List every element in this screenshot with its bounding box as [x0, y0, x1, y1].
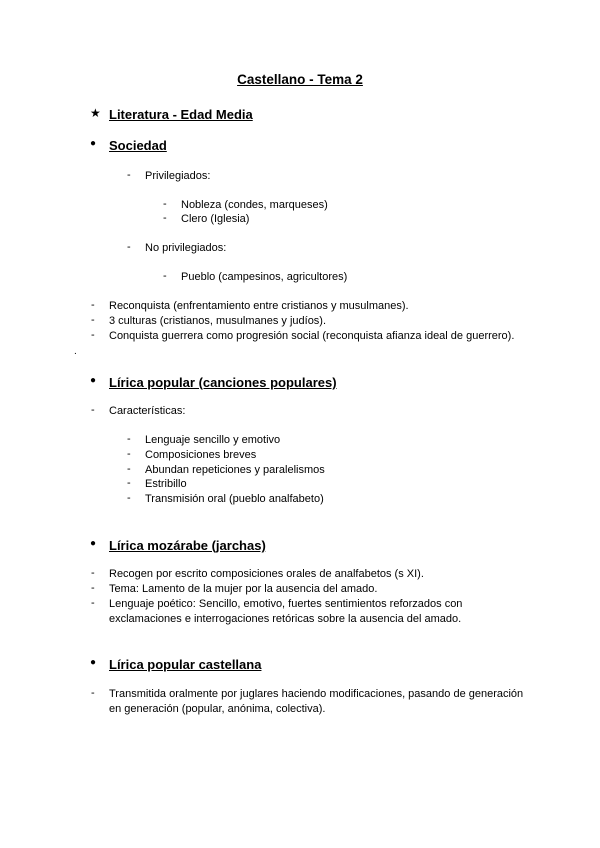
heading-sociedad: Sociedad: [109, 138, 167, 153]
star-bullet-icon: ★: [90, 106, 101, 120]
list-item: Reconquista (enfrentamiento entre cristianos y musulmanes).: [109, 300, 409, 312]
list-item: Transmitida oralmente por juglares haciendo modificaciones, pasando de generación: [109, 688, 524, 700]
heading-literatura: Literatura - Edad Media: [109, 107, 253, 122]
heading-lirica-mozarabe: Lírica mozárabe (jarchas): [109, 538, 266, 553]
label-no-privilegiados: No privilegiados:: [145, 242, 227, 254]
list-item: Composiciones breves: [145, 449, 257, 461]
dash-marker: -: [91, 404, 95, 416]
dash-marker: -: [127, 241, 131, 253]
dot-bullet-icon: ●: [90, 657, 97, 668]
dash-marker: -: [127, 477, 131, 489]
dash-marker: -: [91, 597, 95, 609]
list-item: Conquista guerrera como progresión social (reconquista afianza ideal de guerrero).: [109, 330, 515, 342]
label-privilegiados: Privilegiados:: [145, 170, 211, 182]
dash-marker: -: [91, 314, 95, 326]
list-item: Lenguaje poético: Sencillo, emotivo, fuertes sentimientos reforzados con: [109, 598, 463, 610]
list-item: Transmisión oral (pueblo analfabeto): [145, 493, 324, 505]
dot-bullet-icon: ●: [90, 538, 97, 549]
dash-marker: -: [91, 329, 95, 341]
dash-marker: -: [91, 687, 95, 699]
dot-bullet-icon: ●: [90, 138, 97, 149]
list-item: Lenguaje sencillo y emotivo: [145, 434, 281, 446]
label-caracteristicas: Características:: [109, 405, 186, 417]
list-item: Nobleza (condes, marqueses): [181, 199, 328, 211]
list-item: Clero (Iglesia): [181, 213, 250, 225]
dash-marker: -: [127, 448, 131, 460]
dash-marker: -: [163, 212, 167, 224]
dash-marker: -: [127, 463, 131, 475]
stray-dot: .: [74, 346, 77, 357]
dash-marker: -: [91, 582, 95, 594]
dash-marker: -: [91, 567, 95, 579]
dot-bullet-icon: ●: [90, 375, 97, 386]
list-item-continuation: en generación (popular, anónima, colectiva).: [109, 703, 326, 715]
list-item: Estribillo: [145, 478, 187, 490]
dash-marker: -: [127, 492, 131, 504]
list-item: Tema: Lamento de la mujer por la ausencia del amado.: [109, 583, 378, 595]
list-item: 3 culturas (cristianos, musulmanes y judíos).: [109, 315, 327, 327]
list-item-continuation: exclamaciones e interrogaciones retóricas sobre la ausencia del amado.: [109, 613, 462, 625]
heading-lirica-popular: Lírica popular (canciones populares): [109, 375, 337, 390]
list-item: Recogen por escrito composiciones orales de analfabetos (s XI).: [109, 568, 424, 580]
dash-marker: -: [127, 433, 131, 445]
dash-marker: -: [163, 198, 167, 210]
list-item: Abundan repeticiones y paralelismos: [145, 464, 325, 476]
dash-marker: -: [163, 270, 167, 282]
page-title: Castellano - Tema 2: [237, 72, 363, 87]
heading-lirica-castellana: Lírica popular castellana: [109, 657, 262, 672]
list-item: Pueblo (campesinos, agricultores): [181, 271, 348, 283]
dash-marker: -: [127, 169, 131, 181]
dash-marker: -: [91, 299, 95, 311]
